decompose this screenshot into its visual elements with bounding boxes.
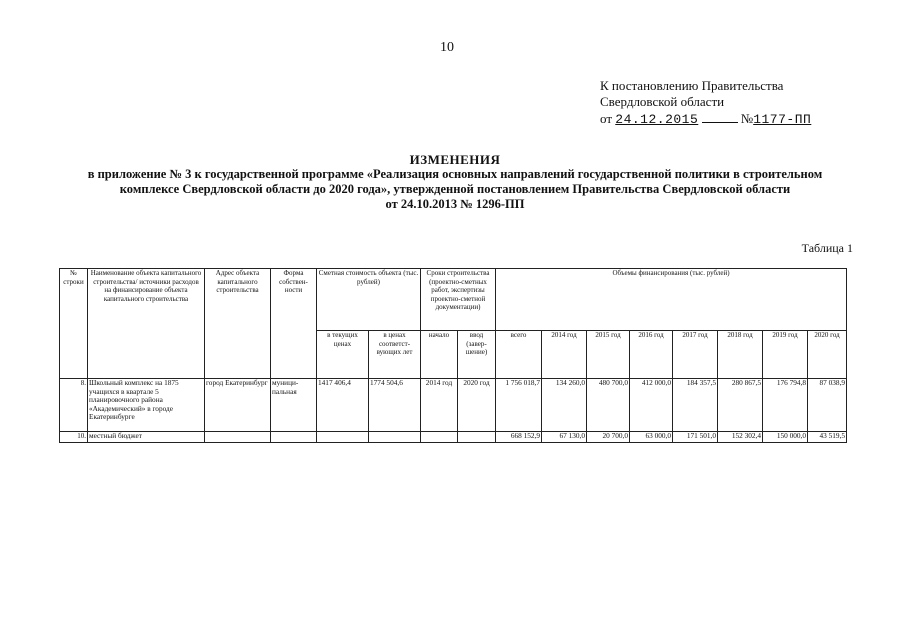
decree-number-label: № [740, 111, 754, 126]
header-total: всего [496, 331, 542, 379]
header-estimated-cost: Сметная стоимость объекта (тыс. рублей) [317, 269, 421, 331]
header-object-name: Наименование объекта капитального строительства/ источники расходов на финансирование объекта капитального строительства [88, 269, 205, 379]
header-funding: Объемы финансирования (тыс. рублей) [496, 269, 847, 331]
cell-term-start [421, 432, 458, 443]
decree-ref-line2: Свердловской области [600, 94, 725, 109]
cell-year-value: 43 519,5 [808, 432, 847, 443]
heading-line1: в приложение № 3 к государственной программе «Реализация основных направлений государственной политики в строительном [87, 167, 823, 181]
page-number: 10 [440, 40, 454, 55]
cell-term-start: 2014 год [421, 379, 458, 432]
cell-year-value: 63 000,0 [630, 432, 673, 443]
decree-number: 1177-ПП [753, 112, 812, 127]
cell-term-end: 2020 год [458, 379, 496, 432]
header-year: 2019 год [763, 331, 808, 379]
cell-year-value: 412 000,0 [630, 379, 673, 432]
decree-reference [600, 78, 811, 128]
funding-table [59, 268, 847, 443]
header-year: 2016 год [630, 331, 673, 379]
decree-ref-date-line [600, 110, 811, 128]
cell-cost-relevant: 1774 504,6 [369, 379, 421, 432]
header-year: 2018 год [718, 331, 763, 379]
header-term-start: начало [421, 331, 458, 379]
cell-year-value: 150 000,0 [763, 432, 808, 443]
header-terms: Сроки строительства (проектно-сметных работ, экспертизы проектно-сметной документации) [421, 269, 496, 331]
decree-ref-line1: К постановлению Правительства [600, 78, 784, 93]
header-cost-current: в текущих ценах [317, 331, 369, 379]
header-year: 2014 год [542, 331, 587, 379]
cell-cost-relevant [369, 432, 421, 443]
cell-year-value: 67 130,0 [542, 432, 587, 443]
cell-ownership: муници-пальная [271, 379, 317, 432]
header-ownership: Форма собствен-ности [271, 269, 317, 379]
table-row [60, 432, 847, 443]
decree-from-label: от [600, 111, 613, 126]
cell-year-value: 152 302,4 [718, 432, 763, 443]
header-cost-relevant: в ценах соответст-вующих лет [369, 331, 421, 379]
header-address: Адрес объекта капитального строительства [205, 269, 271, 379]
cell-total: 668 152,9 [496, 432, 542, 443]
table-label: Таблица 1 [801, 241, 853, 255]
heading-line2: комплексе Свердловской области до 2020 года», утвержденной постановлением Правительства Свердловской области [119, 182, 791, 196]
cell-term-end [458, 432, 496, 443]
cell-year-value: 20 700,0 [587, 432, 630, 443]
cell-address: город Екатеринбург [205, 379, 271, 432]
cell-year-value: 184 357,5 [673, 379, 718, 432]
cell-total: 1 756 018,7 [496, 379, 542, 432]
cell-object-name: Школьный комплекс на 1875 учащихся в квартале 5 планировочного района «Академический» в городе Екатеринбурге [88, 379, 205, 432]
cell-year-value: 134 260,0 [542, 379, 587, 432]
header-year: 2015 год [587, 331, 630, 379]
cell-object-name: местный бюджет [88, 432, 205, 443]
cell-year-value: 87 038,9 [808, 379, 847, 432]
heading-line3: от 24.10.2013 № 1296-ПП [385, 197, 525, 211]
table-row [60, 379, 847, 432]
header-row-no: № строки [60, 269, 88, 379]
cell-row-no: 8. [60, 379, 88, 432]
cell-year-value: 280 867,5 [718, 379, 763, 432]
document-heading [40, 152, 870, 212]
cell-address [205, 432, 271, 443]
header-year: 2017 год [673, 331, 718, 379]
decree-date: 24.12.2015 [615, 112, 699, 127]
table-header-row-1 [60, 269, 847, 331]
cell-cost-current: 1417 406,4 [317, 379, 369, 432]
cell-year-value: 480 700,0 [587, 379, 630, 432]
date-underline [702, 110, 738, 123]
cell-year-value: 171 501,0 [673, 432, 718, 443]
cell-cost-current [317, 432, 369, 443]
cell-ownership [271, 432, 317, 443]
cell-year-value: 176 794,8 [763, 379, 808, 432]
heading-title: ИЗМЕНЕНИЯ [409, 152, 501, 167]
header-term-end: ввод (завер-шение) [458, 331, 496, 379]
cell-row-no: 10. [60, 432, 88, 443]
header-year: 2020 год [808, 331, 847, 379]
